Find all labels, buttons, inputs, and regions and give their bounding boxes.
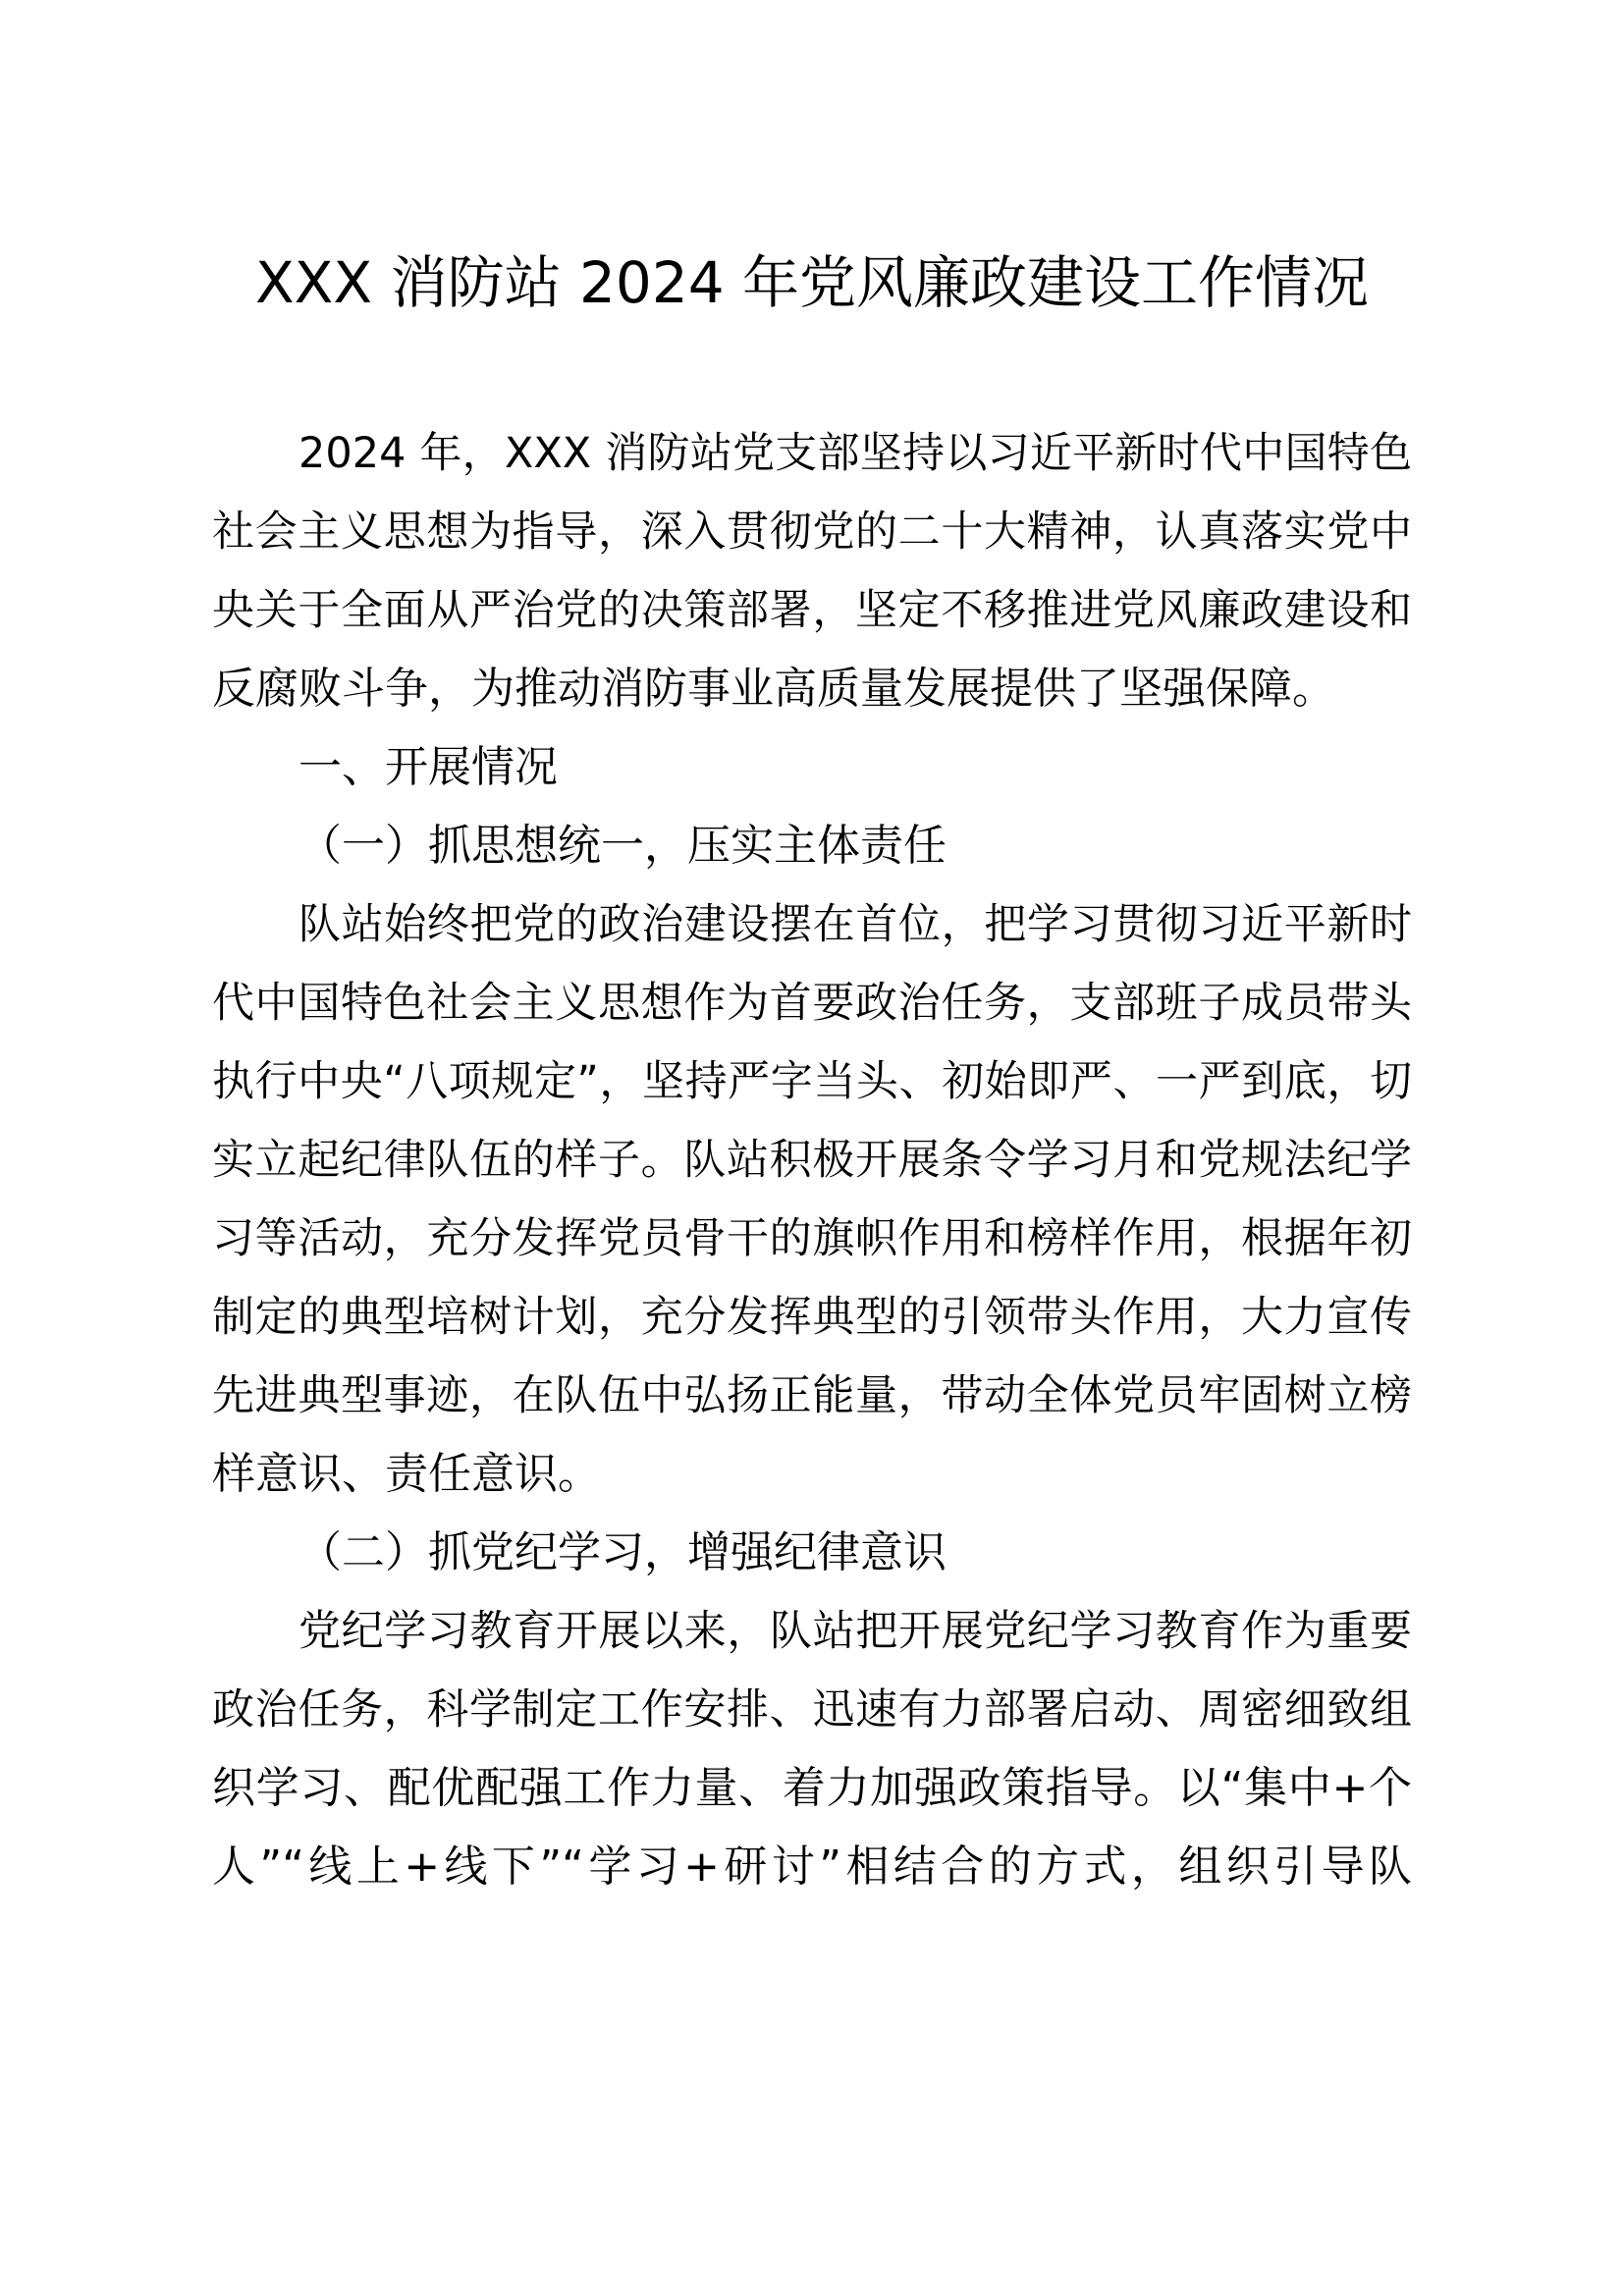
sub1-line-1: 队站始终把党的政治建设摆在首位，把学习贯彻习近平新时 [298, 900, 1412, 949]
subsection-1-heading: （一）抓思想统一，压实主体责任 [298, 821, 947, 871]
sub1-line-4: 实立起纪律队伍的样子。队站积极开展条令学习月和党规法纪学 [212, 1136, 1412, 1185]
sub1-line-7: 先进典型事迹，在队伍中弘扬正能量，带动全体党员牢固树立榜 [212, 1371, 1412, 1420]
subsection-2-heading: （二）抓党纪学习，增强纪律意识 [298, 1527, 947, 1577]
sub2-line-2: 政治任务，科学制定工作安排、迅速有力部署启动、周密细致组 [212, 1685, 1412, 1735]
intro-line-1: 2024 年，XXX 消防站党支部坚持以习近平新时代中国特色 [298, 429, 1412, 478]
sub2-line-4: 人”“线上+线下”“学习+研讨”相结合的方式，组织引导队 [212, 1842, 1412, 1892]
intro-line-4: 反腐败斗争，为推动消防事业高质量发展提供了坚强保障。 [212, 664, 1335, 714]
sub1-line-6: 制定的典型培树计划，充分发挥典型的引领带头作用，大力宣传 [212, 1293, 1412, 1342]
sub1-line-8: 样意识、责任意识。 [212, 1449, 601, 1499]
sub2-line-3: 织学习、配优配强工作力量、着力加强政策指导。以“集中+个 [212, 1763, 1412, 1813]
section-heading: 一、开展情况 [298, 742, 558, 792]
intro-line-2: 社会主义思想为指导，深入贯彻党的二十大精神，认真落实党中 [212, 507, 1412, 557]
sub1-line-5: 习等活动，充分发挥党员骨干的旗帜作用和榜样作用，根据年初 [212, 1214, 1412, 1263]
intro-line-3: 央关于全面从严治党的决策部署，坚定不移推进党风廉政建设和 [212, 586, 1412, 635]
sub1-line-3: 执行中央“八项规定”，坚持严字当头、初始即严、一严到底，切 [212, 1057, 1412, 1106]
sub2-line-1: 党纪学习教育开展以来，队站把开展党纪学习教育作为重要 [298, 1607, 1412, 1656]
sub1-line-2: 代中国特色社会主义思想作为首要政治任务，支部班子成员带头 [212, 979, 1412, 1028]
document-title: XXX 消防站 2024 年党风廉政建设工作情况 [254, 249, 1370, 316]
